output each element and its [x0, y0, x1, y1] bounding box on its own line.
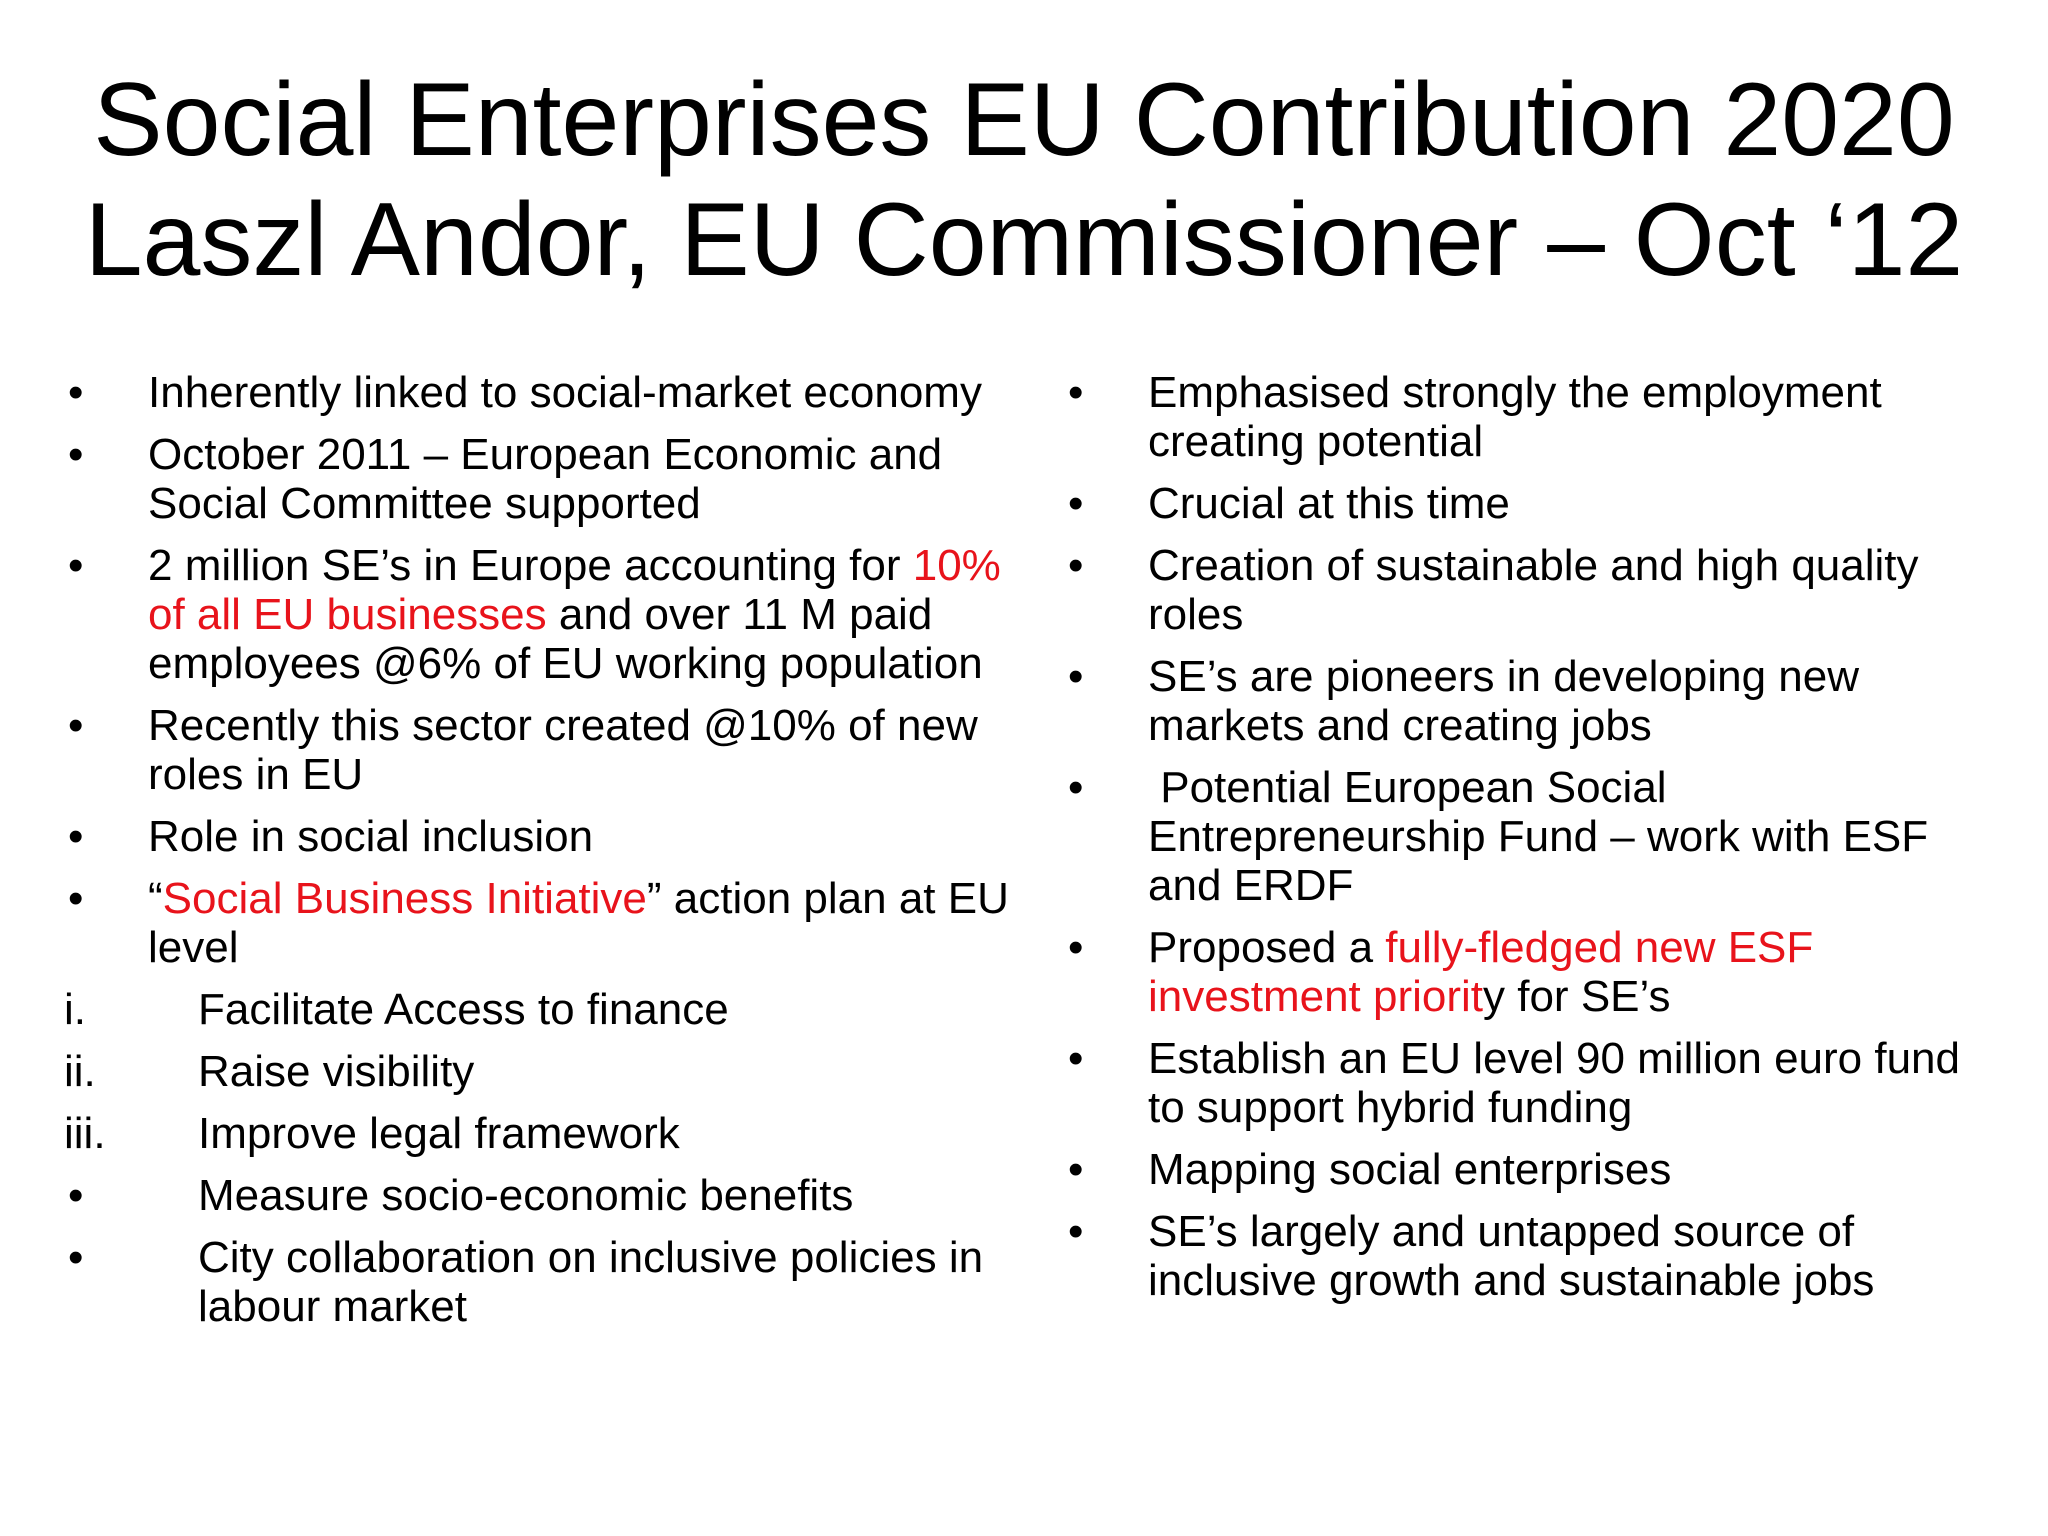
list-item — [1064, 479, 2004, 528]
bullet-marker: • — [68, 874, 84, 923]
item-text-highlight: 10% of all EU businesses — [148, 541, 1001, 639]
bullet-marker: • — [1068, 479, 1084, 528]
bullet-marker: • — [68, 701, 84, 750]
item-text-pre: 2 million SE’s in Europe accounting for — [148, 541, 913, 590]
list-item — [1064, 368, 2004, 466]
list-item — [1064, 763, 2004, 910]
item-text: Crucial at this time — [1148, 479, 1510, 528]
bullet-marker: • — [1068, 1034, 1084, 1083]
slide-title — [60, 60, 1988, 300]
item-text: Recently this sector created @10% of new roles in EU — [148, 701, 978, 799]
bullet-marker: • — [1068, 541, 1084, 590]
bullet-marker: • — [68, 1233, 84, 1282]
title-line-2: Laszl Andor, EU Commissioner – Oct ‘12 — [84, 182, 1964, 298]
item-text: Inherently linked to social-market economy — [148, 368, 982, 417]
left-column — [64, 368, 1024, 1344]
item-text: Emphasised strongly the employment creating potential — [1148, 368, 1882, 466]
title-line-1: Social Enterprises EU Contribution 2020 — [93, 62, 1955, 178]
list-item — [1064, 923, 2004, 1021]
item-text: SE’s are pioneers in developing new markets and creating jobs — [1148, 652, 1859, 750]
list-item — [64, 701, 1024, 799]
list-item — [64, 541, 1024, 688]
list-item — [64, 812, 1024, 861]
item-text: Mapping social enterprises — [1148, 1145, 1672, 1194]
list-item — [1064, 1034, 2004, 1132]
item-text: Improve legal framework — [198, 1109, 680, 1158]
item-text: Establish an EU level 90 million euro fund to support hybrid funding — [1148, 1034, 1961, 1132]
item-text: Creation of sustainable and high quality roles — [1148, 541, 1919, 639]
item-text: SE’s largely and untapped source of inclusive growth and sustainable jobs — [1148, 1207, 1875, 1305]
list-item — [64, 1109, 1024, 1158]
numeral-marker: ii. — [64, 1047, 96, 1096]
list-item — [64, 1171, 1024, 1220]
list-item — [1064, 541, 2004, 639]
item-text-post: and over 11 M paid employees @6% of EU working population — [148, 590, 983, 688]
bullet-marker: • — [1068, 1207, 1084, 1256]
bullet-marker: • — [68, 812, 84, 861]
list-item — [64, 874, 1024, 972]
bullet-marker: • — [1068, 368, 1084, 417]
item-text: City collaboration on inclusive policies in labour market — [198, 1233, 984, 1331]
item-text: Potential European Social Entrepreneurship Fund – work with ESF and ERDF — [1148, 763, 1941, 910]
numeral-marker: iii. — [64, 1109, 106, 1158]
bullet-marker: • — [1068, 763, 1084, 812]
item-text: October 2011 – European Economic and Social Committee supported — [148, 430, 943, 528]
bullet-marker: • — [1068, 652, 1084, 701]
list-item — [1064, 1145, 2004, 1194]
list-item — [64, 368, 1024, 417]
numeral-marker: i. — [64, 985, 86, 1034]
list-item — [64, 985, 1024, 1034]
item-text-highlight: Social Business Initiative — [162, 874, 647, 923]
item-text: Facilitate Access to finance — [198, 985, 729, 1034]
item-text-pre: Proposed a — [1148, 923, 1386, 972]
item-text-pre: “ — [148, 874, 163, 923]
bullet-marker: • — [1068, 1145, 1084, 1194]
list-item — [1064, 652, 2004, 750]
list-item — [64, 430, 1024, 528]
item-text: Measure socio-economic benefits — [198, 1171, 854, 1220]
list-item — [1064, 1207, 2004, 1305]
bullet-marker: • — [1068, 923, 1084, 972]
item-text-post: y for SE’s — [1483, 972, 1671, 1021]
item-text-highlight: fully-fledged new ESF investment priorit — [1148, 923, 1814, 1021]
item-text: Raise visibility — [198, 1047, 475, 1096]
item-text-post: ” action plan at EU level — [148, 874, 1009, 972]
list-item — [64, 1233, 1024, 1331]
bullet-marker: • — [68, 430, 84, 479]
item-text: Role in social inclusion — [148, 812, 594, 861]
bullet-marker: • — [68, 368, 84, 417]
bullet-marker: • — [68, 541, 84, 590]
right-column — [1064, 368, 2004, 1318]
bullet-marker: • — [68, 1171, 84, 1220]
list-item — [64, 1047, 1024, 1096]
